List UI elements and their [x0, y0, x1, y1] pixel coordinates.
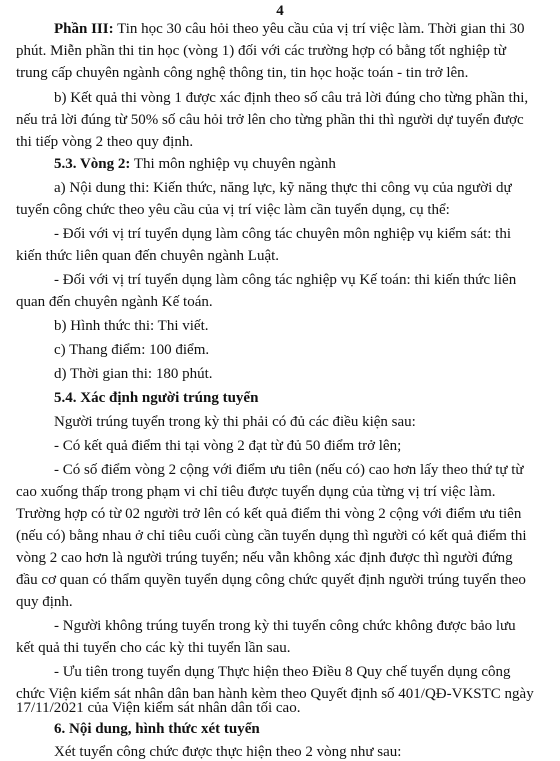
paragraph-line: - Đối với vị trí tuyển dụng làm công tác nghiệp vụ Kế toán: thi kiến thức liên [54, 272, 517, 288]
paragraph-line: phút. Miễn phần thi tin học (vòng 1) đối với các trường hợp có bằng tốt nghiệp từ [16, 43, 506, 59]
paragraph-line: quan đến chuyên ngành Kế toán. [16, 294, 213, 310]
paragraph-line: - Đối với vị trí tuyển dụng làm công tác chuyên môn nghiệp vụ kiểm sát: thi [54, 226, 512, 242]
paragraph-line: - Có kết quả điểm thi tại vòng 2 đạt từ đủ 50 điểm trở lên; [54, 438, 402, 454]
paragraph-line: - Người không trúng tuyển trong kỳ thi tuyển công chức không được bảo lưu [54, 618, 516, 634]
paragraph-line: vòng 2 cao hơn là người trúng tuyển; nếu vẫn không xác định được thì người đứng [16, 550, 513, 566]
paragraph-line: 17/11/2021 của Viện kiểm sát nhân dân tối cao. [16, 700, 301, 716]
section-heading: 6. Nội dung, hình thức xét tuyển [54, 721, 260, 737]
paragraph-line: - Ưu tiên trong tuyển dụng Thực hiện theo Điều 8 Quy chế tuyển dụng công [54, 664, 511, 680]
page-number: 4 [276, 3, 284, 19]
section-label: Phần III: [54, 21, 114, 37]
paragraph-line: chức Viện kiểm sát nhân dân ban hành kèm theo Quyết định số 401/QĐ-VKSTC ngày [16, 686, 534, 702]
paragraph-line: 5.3. Vòng 2: Thi môn nghiệp vụ chuyên ngành [54, 156, 336, 172]
paragraph-line: Trường hợp có từ 02 người trở lên có kết quả điểm thi vòng 2 cộng với điểm ưu tiên [16, 506, 522, 522]
paragraph-line: cao xuống thấp trong phạm vi chỉ tiêu được tuyển dụng của từng vị trí việc làm. [16, 484, 496, 500]
paragraph-line: - Có số điểm vòng 2 cộng với điểm ưu tiên (nếu có) cao hơn lấy theo thứ tự từ [54, 462, 524, 478]
paragraph-line: tuyển công chức theo yêu cầu của vị trí việc làm cần tuyển dụng, cụ thể: [16, 202, 450, 218]
paragraph-line: (nếu có) bằng nhau ở chỉ tiêu cuối cùng cần tuyển dụng thì người có kết quả điểm thi [16, 528, 527, 544]
paragraph-line: Người trúng tuyển trong kỳ thi phải có đủ các điều kiện sau: [54, 414, 416, 430]
paragraph-line: c) Thang điểm: 100 điểm. [54, 342, 210, 358]
paragraph-line: Xét tuyển công chức được thực hiện theo 2 vòng như sau: [54, 744, 402, 760]
paragraph-line: b) Hình thức thi: Thi viết. [54, 318, 209, 334]
section-heading: 5.4. Xác định người trúng tuyển [54, 390, 259, 406]
paragraph-line: kiến thức liên quan đến chuyên ngành Luật. [16, 248, 280, 264]
paragraph-line: đầu cơ quan có thẩm quyền tuyển dụng công chức quyết định người trúng tuyển theo [16, 572, 526, 588]
paragraph-line: kết quả thi tuyển cho các kỳ thi tuyển lần sau. [16, 640, 291, 656]
paragraph-line: quy định. [16, 594, 73, 610]
paragraph-line: nếu trả lời đúng từ 50% số câu hỏi trở lên cho từng phần thi thì người dự tuyển được [16, 112, 524, 128]
paragraph-line: a) Nội dung thi: Kiến thức, năng lực, kỹ năng thực thi công vụ của người dự [54, 180, 512, 196]
paragraph-line: trung cấp chuyên ngành công nghệ thông tin, tin học hoặc toán - tin trở lên. [16, 65, 469, 81]
paragraph-line: d) Thời gian thi: 180 phút. [54, 366, 213, 382]
paragraph-line: Phần III: Tin học 30 câu hỏi theo yêu cầu của vị trí việc làm. Thời gian thi 30 [54, 21, 525, 37]
paragraph-line: b) Kết quả thi vòng 1 được xác định theo số câu trả lời đúng cho từng phần thi, [54, 90, 529, 106]
section-heading: 5.3. Vòng 2: [54, 156, 131, 172]
paragraph-line: thi tiếp vòng 2 theo quy định. [16, 134, 194, 150]
